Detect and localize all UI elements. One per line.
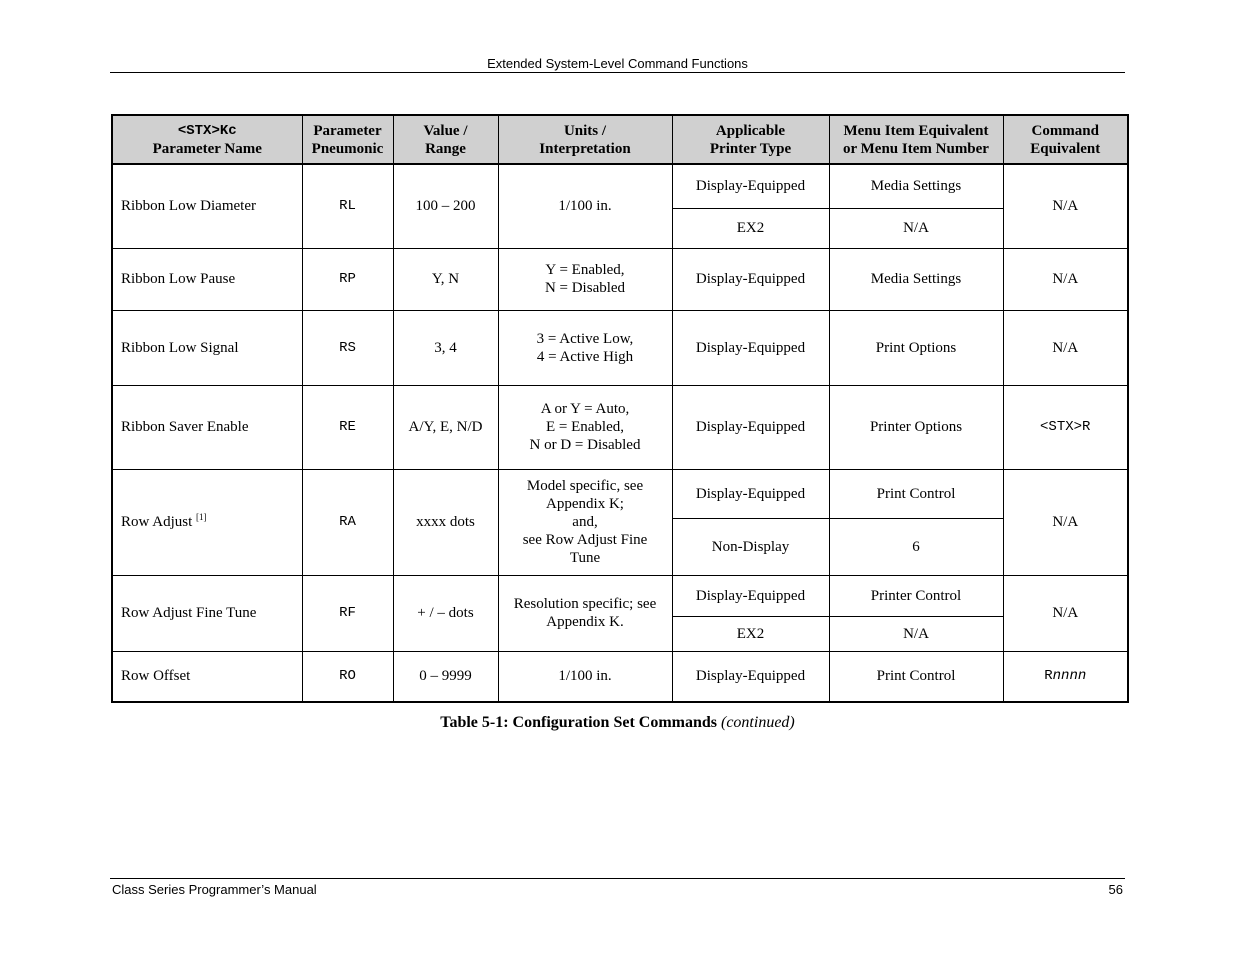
table-row xyxy=(112,164,1128,208)
column-header: Applicable Printer Type xyxy=(672,115,829,164)
column-header: <STX>Kc Parameter Name xyxy=(112,115,302,164)
printer-type-cell: EX2 xyxy=(672,616,829,651)
parameter-name-cell: Ribbon Saver Enable xyxy=(112,385,302,469)
menu-item-cell: Media Settings xyxy=(829,248,1003,310)
printer-type-cell: Display-Equipped xyxy=(672,651,829,702)
footer-rule xyxy=(110,878,1125,879)
command-cell xyxy=(1003,651,1128,702)
parameter-name-cell xyxy=(112,469,302,575)
menu-item-cell: Print Control xyxy=(829,469,1003,518)
running-header: Extended System-Level Command Functions xyxy=(487,56,748,71)
command-cell: N/A xyxy=(1003,164,1128,248)
command-cell: N/A xyxy=(1003,575,1128,651)
table-row xyxy=(112,575,1128,616)
menu-item-cell: Printer Options xyxy=(829,385,1003,469)
table-row xyxy=(112,651,1128,702)
header-rule xyxy=(110,72,1125,73)
pneumonic-cell: RE xyxy=(302,385,393,469)
command-cell: <STX>R xyxy=(1003,385,1128,469)
value-cell: Y, N xyxy=(393,248,498,310)
menu-item-cell: N/A xyxy=(829,616,1003,651)
value-cell: 3, 4 xyxy=(393,310,498,385)
menu-item-cell: N/A xyxy=(829,208,1003,248)
parameter-name-cell: Ribbon Low Diameter xyxy=(112,164,302,248)
command-argument: nnnn xyxy=(1052,668,1087,685)
printer-type-cell: Display-Equipped xyxy=(672,575,829,616)
column-header: Units / Interpretation xyxy=(498,115,672,164)
column-header: Value / Range xyxy=(393,115,498,164)
printer-type-cell: Display-Equipped xyxy=(672,248,829,310)
pneumonic-cell: RL xyxy=(302,164,393,248)
parameter-name-cell: Ribbon Low Signal xyxy=(112,310,302,385)
menu-item-cell: Print Options xyxy=(829,310,1003,385)
units-cell: Y = Enabled, N = Disabled xyxy=(498,248,672,310)
printer-type-cell: Display-Equipped xyxy=(672,164,829,208)
column-header: Menu Item Equivalent or Menu Item Number xyxy=(829,115,1003,164)
pneumonic-cell: RP xyxy=(302,248,393,310)
table-caption xyxy=(0,714,1235,732)
pneumonic-cell: RS xyxy=(302,310,393,385)
manual-title: Class Series Programmer’s Manual xyxy=(112,882,317,897)
parameter-name: Row Adjust xyxy=(121,514,193,530)
printer-type-cell: Non-Display xyxy=(672,518,829,575)
table-row xyxy=(112,248,1128,310)
pneumonic-cell: RO xyxy=(302,651,393,702)
command-cell: N/A xyxy=(1003,248,1128,310)
parameter-name-cell: Row Offset xyxy=(112,651,302,702)
value-cell: A/Y, E, N/D xyxy=(393,385,498,469)
caption-continued: (continued) xyxy=(721,714,795,731)
table-header-row xyxy=(112,115,1128,164)
menu-item-cell: Print Control xyxy=(829,651,1003,702)
column-header: Command Equivalent xyxy=(1003,115,1128,164)
table-row xyxy=(112,385,1128,469)
units-cell: 1/100 in. xyxy=(498,651,672,702)
table-row xyxy=(112,469,1128,518)
value-cell: 100 – 200 xyxy=(393,164,498,248)
value-cell: 0 – 9999 xyxy=(393,651,498,702)
printer-type-cell: Display-Equipped xyxy=(672,385,829,469)
printer-type-cell: Display-Equipped xyxy=(672,469,829,518)
footnote-marker: [1] xyxy=(196,512,207,522)
command-cell: N/A xyxy=(1003,469,1128,575)
value-cell: xxxx dots xyxy=(393,469,498,575)
command-prefix: R xyxy=(1044,668,1053,685)
units-cell: 3 = Active Low, 4 = Active High xyxy=(498,310,672,385)
parameter-name-cell: Ribbon Low Pause xyxy=(112,248,302,310)
pneumonic-cell: RF xyxy=(302,575,393,651)
value-cell: + / – dots xyxy=(393,575,498,651)
printer-type-cell: EX2 xyxy=(672,208,829,248)
menu-item-cell: Media Settings xyxy=(829,164,1003,208)
printer-type-cell: Display-Equipped xyxy=(672,310,829,385)
units-cell: A or Y = Auto, E = Enabled, N or D = Disabled xyxy=(498,385,672,469)
configuration-table xyxy=(111,114,1129,703)
pneumonic-cell: RA xyxy=(302,469,393,575)
page-number: 56 xyxy=(1108,882,1123,897)
menu-item-cell: Printer Control xyxy=(829,575,1003,616)
caption-main: Table 5-1: Configuration Set Commands xyxy=(440,714,717,731)
column-header: Parameter Pneumonic xyxy=(302,115,393,164)
command-cell: N/A xyxy=(1003,310,1128,385)
parameter-name-cell: Row Adjust Fine Tune xyxy=(112,575,302,651)
units-cell: 1/100 in. xyxy=(498,164,672,248)
table-row xyxy=(112,310,1128,385)
units-cell: Resolution specific; see Appendix K. xyxy=(498,575,672,651)
menu-item-cell: 6 xyxy=(829,518,1003,575)
units-cell: Model specific, see Appendix K; and, see Row Adjust Fine Tune xyxy=(498,469,672,575)
